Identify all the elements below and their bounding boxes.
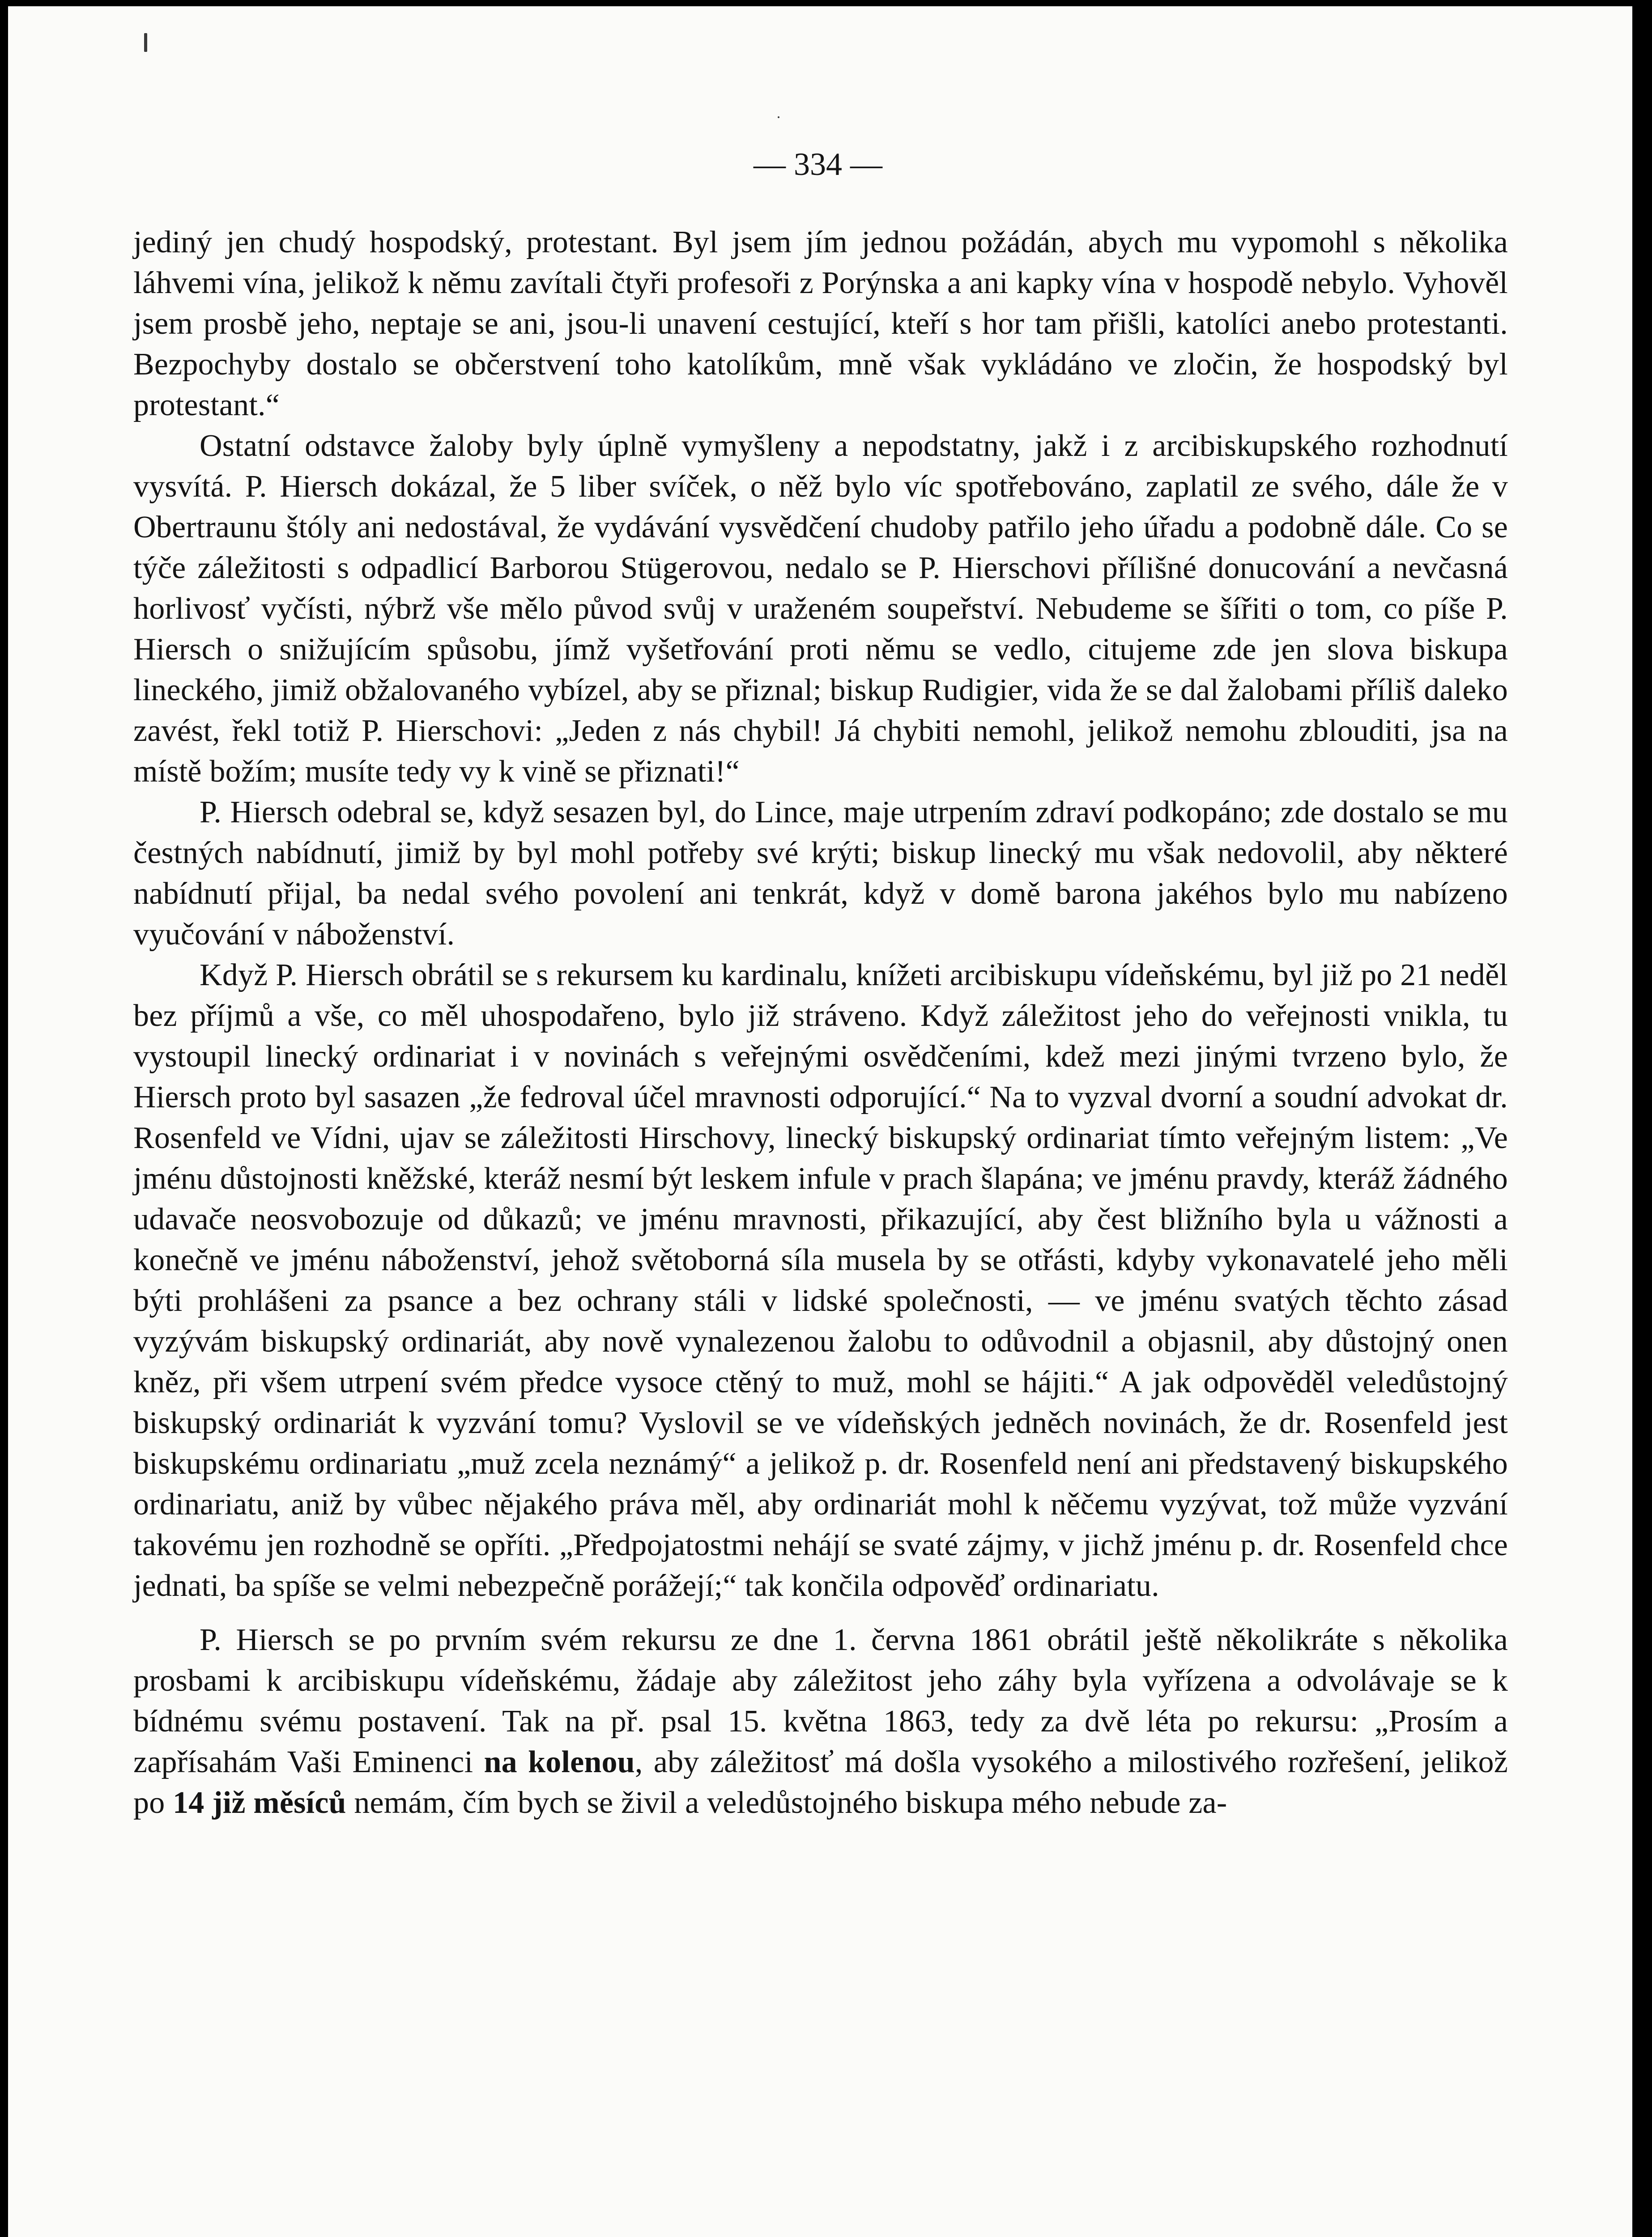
- body-text: [133, 222, 1508, 1823]
- petitions-text-3: nemám, čím bych se živil a veledůstojného biskupa mého nebude za-: [346, 1786, 1227, 1820]
- paragraph-complaint-points: Ostatní odstavce žaloby byly úplně vymyšleny a nepodstatny, jakž i z arcibiskupského rozhodnutí vysvítá. P. Hiersch dokázal, že 5 liber svíček, o něž bylo víc spotřebováno, zaplatil ze svého, dále že v Obertraunu štóly ani nedostával, že vydávání vysvědčení chudoby patřilo jeho úřadu a podobně dále. Co se týče záležitosti s odpadlicí Barborou Stügerovou, nedalo se P. Hierschovi přílišné donucování a nevčasná horlivosť vyčísti, nýbrž vše mělo původ svůj v uraženém soupeřství. Nebudeme se šířiti o tom, co píše P. Hiersch o snižujícím spůsobu, jímž vyšetřování proti němu se vedlo, citujeme zde jen slova biskupa lineckého, jimiž obžalovaného vybízel, aby se přiznal; biskup Rudigier, vida že se dal žalobami příliš daleko zavést, řekl totiž P. Hierschovi: „Jeden z nás chybil! Já chybiti nemohl, jelikož nemohu zblouditi, jsa na místě božím; musíte tedy vy k vině se přiznati!“: [133, 429, 1508, 789]
- page-speck-mark: [778, 116, 779, 118]
- paragraph-continuation: jediný jen chudý hospodský, protestant. Byl jsem jím jednou požádán, abych mu vypomohl s několika láhvemi vína, jelikož k němu zavítali čtyři profesoři z Porýnska a ani kapky vína v hospodě nebylo. Vyhověl jsem prosbě jeho, neptaje se ani, jsou-li unavení cestující, kteří s hor tam přišli, katolíci anebo protestanti. Bezpochyby dostalo se občerstvení toho katolíkům, mně však vykládáno ve zločin, že hospodský byl protestant.“: [133, 225, 1508, 422]
- petitions-bold-2: 14 již měsíců: [173, 1786, 346, 1820]
- petitions-text-1: P. Hiersch se po prvním svém rekursu ze dne 1. června 1861 obrátil ještě několikráte s několika prosbami k arcibiskupu vídeňskému, žádaje aby záležitost jeho záhy byla vyřízena a odvolávaje se k bídnému svému postavení. Tak na př. psal 15. května 1863, tedy za dvě léta po rekursu: „Prosím a zapřísahám Vaši Eminenci: [133, 1623, 1508, 1779]
- petitions-bold-1: na kolenou: [484, 1745, 635, 1779]
- petitions-text-2: , aby záležitosť má došla vysokého a milostivého rozřešení, jelikož po: [133, 1745, 1508, 1820]
- book-page: [8, 6, 1632, 2237]
- paragraph-petitions: [133, 1620, 1508, 1823]
- page-speck-mark: [144, 33, 147, 52]
- paragraph-recourse: Když P. Hiersch obrátil se s rekursem ku kardinalu, knížeti arcibiskupu vídeňskému, byl již po 21 neděl bez příjmů a vše, co měl uhospodařeno, bylo již stráveno. Když záležitost jeho do veřejnosti vnikla, tu vystoupil linecký ordinariat i v novinách s veřejnými osvědčeními, kdež mezi jinými tvrzeno bylo, že Hiersch proto byl sasazen „že fedroval účel mravnosti odporující.“ Na to vyzval dvorní a soudní advokat dr. Rosenfeld ve Vídni, ujav se záležitosti Hirschovy, linecký biskupský ordinariat tímto veřejným listem: „Ve jménu důstojnosti kněžské, kteráž nesmí být leskem infule v prach šlapána; ve jménu pravdy, kteráž žádného udavače neosvobozuje od důkazů; ve jménu mravnosti, přikazující, aby čest bližního byla u vážnosti a konečně ve jménu náboženství, jehož světoborná síla musela by se otřásti, kdyby vykonavatelé jeho měli býti prohlášeni za psance a bez ochrany stáli v lidské společnosti, — ve jménu svatých těchto zásad vyzývám biskupský ordinariát, aby nově vynalezenou žalobu to odůvodnil a objasnil, aby důstojný onen kněz, při všem utrpení svém předce vysoce ctěný to muž, mohl se hájiti.“ A jak odpověděl veledůstojný biskupský ordinariát k vyzvání tomu? Vyslovil se ve vídeňských jedněch novinách, že dr. Rosenfeld jest biskupskému ordinariatu „muž zcela neznámý“ a jelikož p. dr. Rosenfeld není ani představený biskupského ordinariatu, aniž by vůbec nějakého práva měl, aby ordinariát mohl k něčemu vyzývat, tož může vyzvání takovému jen rozhodně se opříti. „Předpojatostmi nehájí se svaté zájmy, v jichž jménu p. dr. Rosenfeld chce jednati, ba spíše se velmi nebezpečně porážejí;“ tak končila odpověď ordinariatu.: [133, 958, 1508, 1603]
- paragraph-linz: P. Hiersch odebral se, když sesazen byl, do Lince, maje utrpením zdraví podkopáno; zde dostalo se mu čestných nabídnutí, jimiž by byl mohl potřeby své krýti; biskup linecký mu však nedovolil, aby některé nabídnutí přijal, ba nedal svého povolení ani tenkrát, když v domě barona jakéhos bylo mu nabízeno vyučování v náboženství.: [133, 795, 1508, 952]
- page-number: — 334 —: [754, 146, 882, 182]
